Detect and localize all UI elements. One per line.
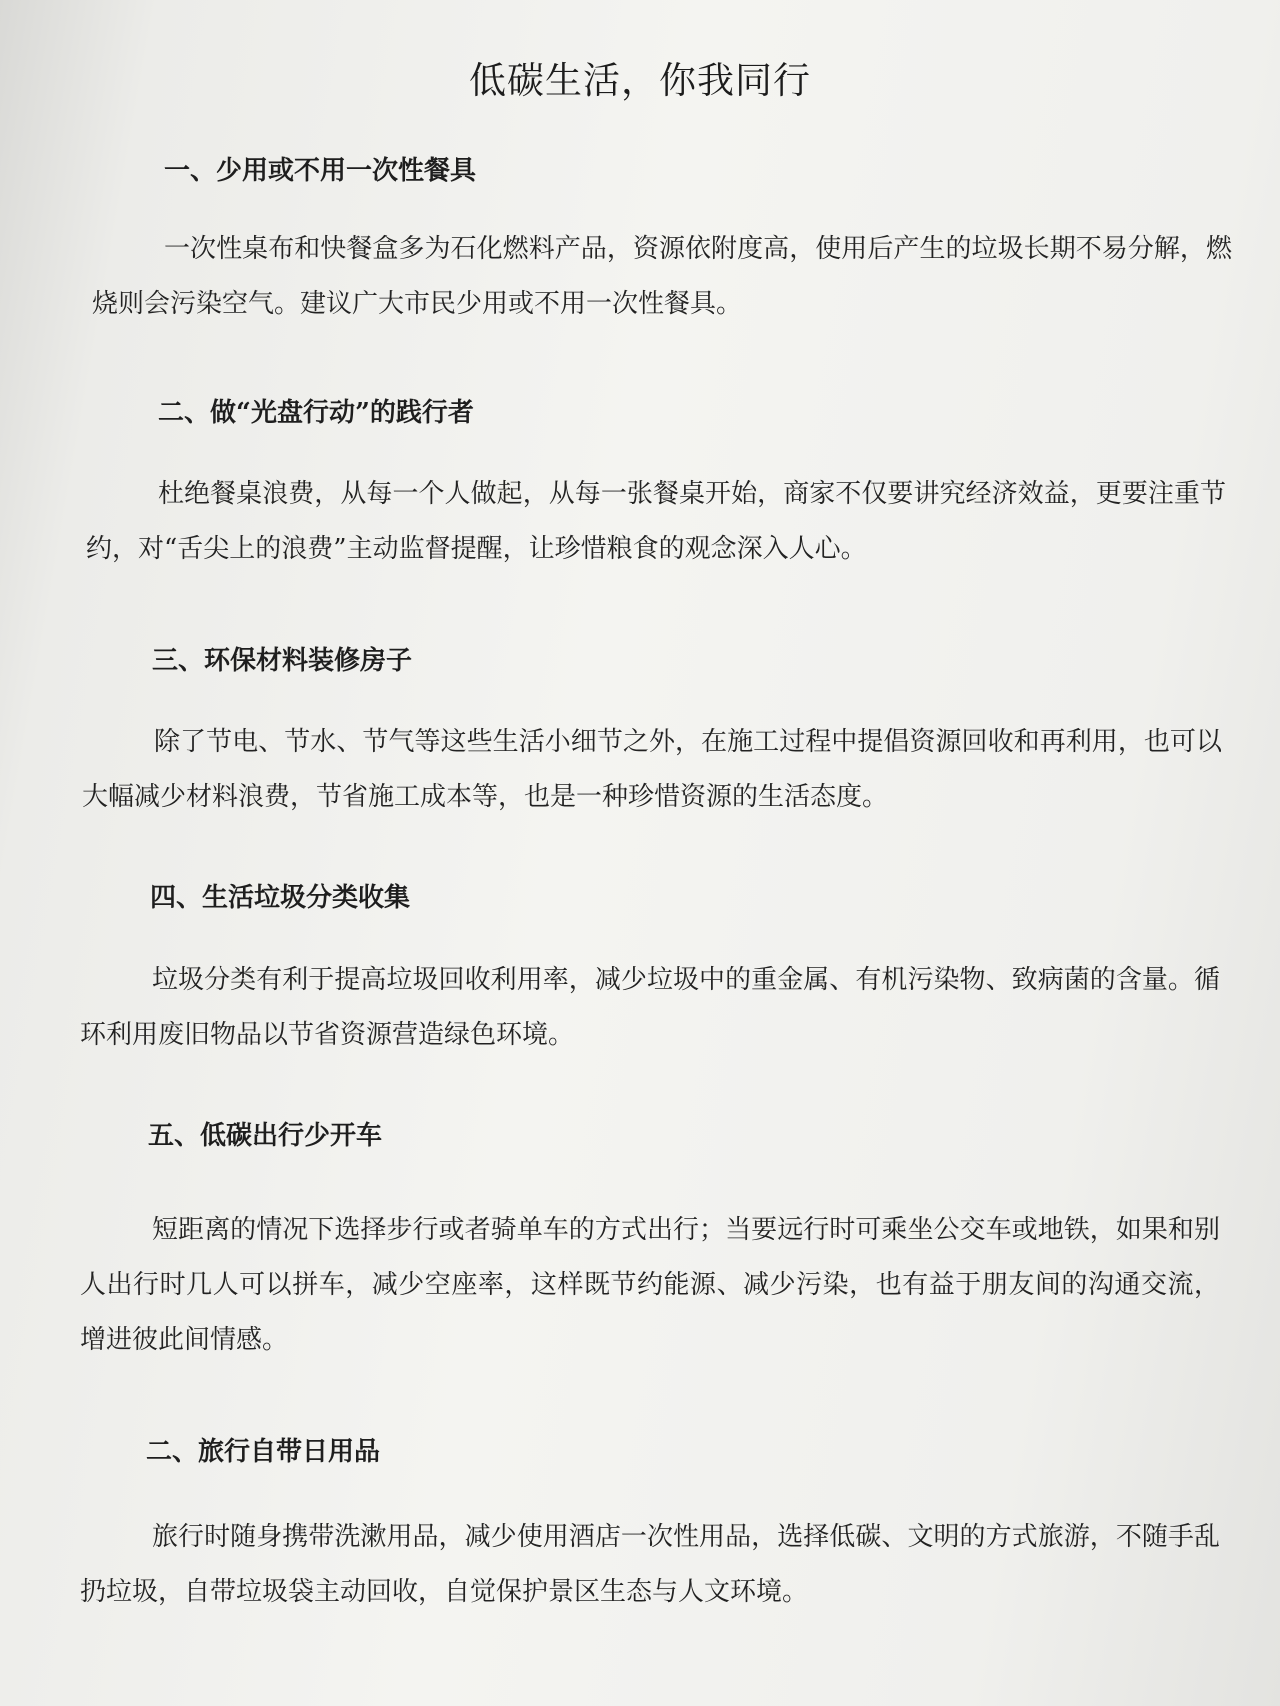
section-body-1: 一次性桌布和快餐盒多为石化燃料产品，资源依附度高，使用后产生的垃圾长期不易分解，燃烧则会污染空气。建议广大市民少用或不用一次性餐具。 — [92, 234, 1232, 319]
section-heading-6: 二、旅行自带日用品 — [146, 1437, 381, 1467]
section-body-5: 短距离的情况下选择步行或者骑单车的方式出行；当要远行时可乘坐公交车或地铁，如果和别人出行时几人可以拼车，减少空座率，这样既节约能源、减少污染，也有益于朋友间的沟通交流，增进彼此间情感。 — [80, 1215, 1220, 1355]
section-heading-5: 五、低碳出行少开车 — [148, 1121, 383, 1151]
document-title: 低碳生活，你我同行 — [469, 59, 811, 102]
section-heading-2: 二、做“光盘行动”的践行者 — [158, 398, 474, 428]
section-heading-1: 一、少用或不用一次性餐具 — [164, 156, 477, 186]
section-body-4: 垃圾分类有利于提高垃圾回收利用率，减少垃圾中的重金属、有机污染物、致病菌的含量。循环利用废旧物品以节省资源营造绿色环境。 — [80, 965, 1220, 1050]
section-body-6: 旅行时随身携带洗漱用品，减少使用酒店一次性用品，选择低碳、文明的方式旅游，不随手乱扔垃圾，自带垃圾袋主动回收，自觉保护景区生态与人文环境。 — [80, 1522, 1220, 1607]
section-heading-4: 四、生活垃圾分类收集 — [150, 883, 411, 913]
section-body-2: 杜绝餐桌浪费，从每一个人做起，从每一张餐桌开始，商家不仅要讲究经济效益，更要注重节约，对“舌尖上的浪费”主动监督提醒，让珍惜粮食的观念深入人心。 — [86, 479, 1226, 564]
section-heading-3: 三、环保材料装修房子 — [152, 646, 413, 676]
section-body-3: 除了节电、节水、节气等这些生活小细节之外，在施工过程中提倡资源回收和再利用，也可以大幅减少材料浪费，节省施工成本等，也是一种珍惜资源的生活态度。 — [82, 727, 1222, 812]
